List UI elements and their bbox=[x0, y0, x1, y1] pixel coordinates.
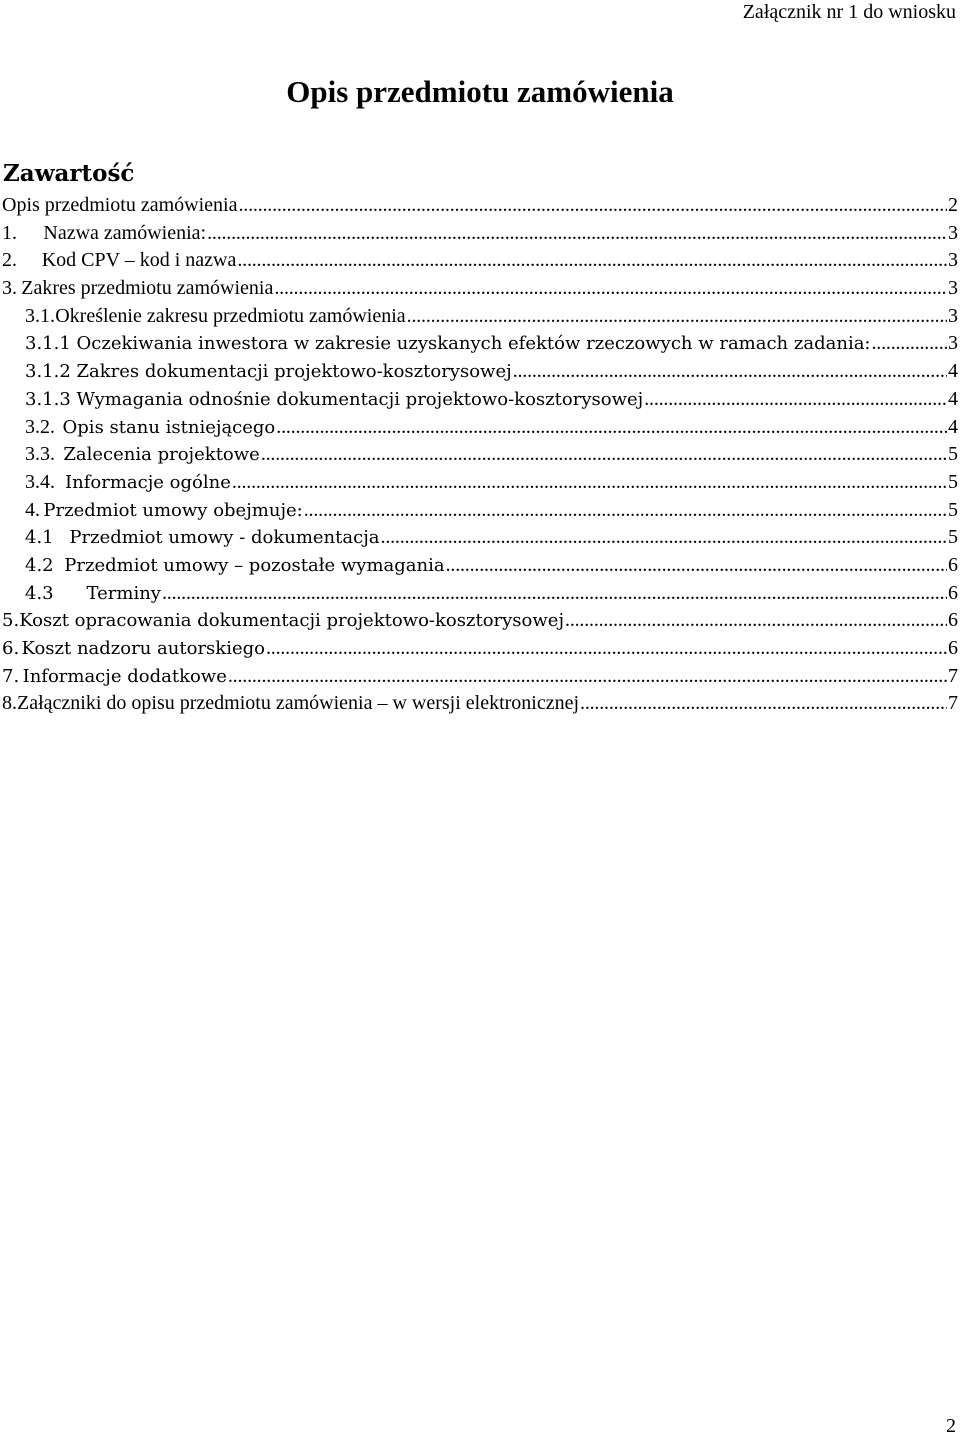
toc-entry-text: Zalecenia projektowe bbox=[63, 444, 260, 466]
toc-heading: Zawartość bbox=[3, 160, 135, 187]
toc-entry-number: 4.1 bbox=[25, 527, 54, 549]
toc-leader-dots bbox=[232, 469, 947, 496]
toc-entry[interactable] bbox=[2, 635, 958, 663]
toc-entry-text: 3.1.1 Oczekiwania inwestora w zakresie uzyskanych efektów rzeczowych w ramach zadania: bbox=[25, 333, 871, 355]
toc-leader-dots bbox=[162, 580, 947, 607]
toc-entry-text: Nazwa zamówienia: bbox=[43, 221, 207, 244]
toc-entry-number: 4.2 bbox=[25, 554, 54, 576]
toc-page-number: 3 bbox=[948, 332, 958, 355]
toc-leader-dots bbox=[644, 386, 947, 413]
toc-entry[interactable] bbox=[2, 275, 958, 303]
table-of-contents bbox=[2, 192, 958, 718]
toc-entry[interactable] bbox=[2, 552, 958, 580]
toc-page-number: 5 bbox=[948, 498, 958, 521]
toc-entry[interactable] bbox=[2, 607, 958, 635]
toc-entry-text: Przedmiot umowy obejmuje: bbox=[43, 499, 303, 521]
toc-leader-dots bbox=[237, 247, 947, 274]
toc-leader-dots bbox=[276, 414, 947, 441]
toc-entry[interactable] bbox=[2, 414, 958, 442]
toc-page-number: 6 bbox=[948, 637, 958, 659]
toc-entry-text: Określenie zakresu przedmiotu zamówienia bbox=[55, 304, 406, 327]
toc-entry-number: 4.3 bbox=[25, 582, 54, 604]
toc-entry[interactable] bbox=[2, 497, 958, 525]
toc-entry-number: 3.2. bbox=[25, 415, 55, 438]
toc-leader-dots bbox=[266, 635, 947, 662]
toc-page-number: 5 bbox=[948, 526, 958, 549]
toc-entry-number: 8. bbox=[2, 692, 17, 715]
toc-entry-text: Informacje dodatkowe bbox=[22, 665, 227, 687]
annex-label: Załącznik nr 1 do wniosku bbox=[742, 1, 956, 23]
toc-entry-text: Załączniki do opisu przedmiotu zamówienia – w wersji elektronicznej bbox=[17, 692, 580, 715]
toc-entry-text: Opis stanu istniejącego bbox=[62, 416, 276, 438]
toc-entry-number: 3.1. bbox=[25, 304, 55, 327]
toc-entry[interactable] bbox=[2, 441, 958, 469]
toc-entry[interactable] bbox=[2, 358, 958, 386]
toc-entry-number: 3.3. bbox=[25, 443, 55, 466]
toc-leader-dots bbox=[446, 552, 947, 579]
toc-entry[interactable] bbox=[2, 690, 958, 718]
toc-entry[interactable] bbox=[2, 580, 958, 608]
toc-page-number: 3 bbox=[948, 221, 958, 244]
toc-page-number: 6 bbox=[948, 553, 958, 576]
toc-page-number: 5 bbox=[948, 470, 958, 493]
toc-entry-text: Informacje ogólne bbox=[65, 471, 231, 493]
toc-entry-text: Zakres przedmiotu zamówienia bbox=[21, 277, 274, 300]
toc-entry[interactable] bbox=[2, 220, 958, 248]
toc-page-number: 3 bbox=[948, 249, 958, 272]
toc-entry-number: 6. bbox=[2, 638, 20, 659]
toc-entry[interactable] bbox=[2, 192, 958, 220]
toc-leader-dots bbox=[580, 690, 947, 717]
toc-page-number: 5 bbox=[948, 443, 958, 466]
toc-entry[interactable] bbox=[2, 330, 958, 358]
toc-page-number: 7 bbox=[948, 692, 958, 715]
toc-leader-dots bbox=[381, 524, 947, 551]
toc-entry-number: 7. bbox=[2, 665, 20, 687]
toc-entry-text: Przedmiot umowy - dokumentacja bbox=[69, 527, 380, 549]
toc-page-number: 6 bbox=[948, 581, 958, 604]
toc-entry[interactable] bbox=[2, 303, 958, 331]
toc-entry-text: Przedmiot umowy – pozostałe wymagania bbox=[64, 554, 445, 576]
toc-page-number: 3 bbox=[948, 304, 958, 327]
toc-entry-text: 3.1.3 Wymagania odnośnie dokumentacji projektowo-kosztorysowej bbox=[25, 388, 644, 410]
toc-entry-text: Koszt nadzoru autorskiego bbox=[21, 638, 265, 659]
toc-page-number: 4 bbox=[947, 415, 958, 438]
toc-page-number: 4 bbox=[948, 387, 958, 410]
toc-page-number: 6 bbox=[948, 609, 958, 632]
toc-leader-dots bbox=[872, 330, 948, 357]
document-title: Opis przedmiotu zamówienia bbox=[286, 74, 674, 109]
toc-entry[interactable] bbox=[2, 386, 958, 414]
toc-entry-number: 3. bbox=[2, 277, 17, 300]
toc-leader-dots bbox=[274, 275, 947, 302]
toc-leader-dots bbox=[207, 220, 947, 247]
toc-page-number: 4 bbox=[948, 360, 958, 383]
toc-entry[interactable] bbox=[2, 247, 958, 275]
toc-entry-number: 4. bbox=[25, 498, 40, 521]
toc-entry-number: 1. bbox=[2, 221, 17, 244]
toc-entry-number: 3.4. bbox=[25, 470, 55, 493]
toc-leader-dots bbox=[228, 663, 947, 690]
toc-leader-dots bbox=[513, 358, 947, 385]
toc-entry-number: 5. bbox=[2, 610, 20, 632]
toc-leader-dots bbox=[304, 497, 947, 524]
toc-entry-text: Opis przedmiotu zamówienia bbox=[2, 194, 238, 216]
toc-entry[interactable] bbox=[2, 663, 958, 691]
toc-page-number: 3 bbox=[948, 277, 958, 300]
page-number: 2 bbox=[946, 1415, 956, 1437]
toc-entry-text: Kod CPV – kod i nazwa bbox=[41, 249, 237, 272]
toc-entry[interactable] bbox=[2, 469, 958, 497]
toc-leader-dots bbox=[261, 441, 947, 468]
toc-entry-text: Terminy bbox=[86, 582, 161, 604]
toc-leader-dots bbox=[565, 607, 947, 634]
toc-page-number: 7 bbox=[948, 664, 958, 687]
toc-entry-text: Koszt opracowania dokumentacji projektowo-kosztorysowej bbox=[19, 610, 565, 632]
toc-entry-number: 2. bbox=[2, 249, 17, 272]
toc-leader-dots bbox=[239, 192, 948, 219]
toc-entry[interactable] bbox=[2, 524, 958, 552]
toc-entry-text: 3.1.2 Zakres dokumentacji projektowo-kosztorysowej bbox=[25, 361, 512, 383]
toc-leader-dots bbox=[407, 303, 947, 330]
toc-page-number: 2 bbox=[948, 194, 958, 216]
